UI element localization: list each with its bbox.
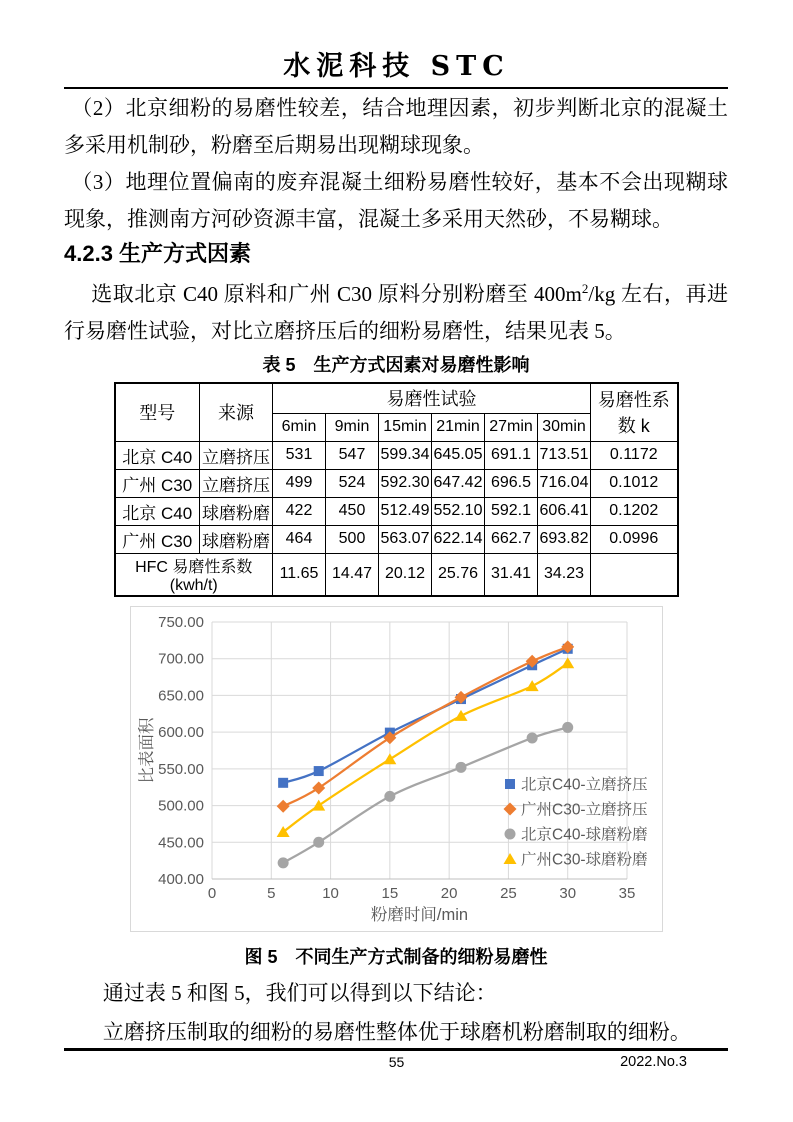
cell-value: 563.07 xyxy=(379,525,432,553)
table-row xyxy=(115,441,678,469)
paragraph-part-post: /kg 左右，再进行易磨性试验，对比立磨挤压后的细粉易磨性，结果见表 5。 xyxy=(64,282,728,343)
cell-k: 0.1202 xyxy=(591,497,678,525)
data-point-circle xyxy=(277,857,288,868)
legend-marker-square xyxy=(505,779,515,789)
cell-value: 647.42 xyxy=(432,469,485,497)
table-row xyxy=(115,469,678,497)
x-tick-label: 15 xyxy=(381,884,398,902)
cell-source: 球磨粉磨 xyxy=(200,525,273,553)
paragraph-part-pre: 选取北京 C40 原料和广州 C30 原料分别粉磨至 400m xyxy=(91,282,582,306)
cell-k: 0.1172 xyxy=(591,441,678,469)
cell-source: 立磨挤压 xyxy=(200,469,273,497)
x-tick-label: 30 xyxy=(558,884,576,902)
cell-value: 622.14 xyxy=(432,525,485,553)
cell-value: 450 xyxy=(326,497,379,525)
grindability-table xyxy=(114,382,679,597)
legend-marker-circle xyxy=(504,828,515,839)
cell-hfc-label: HFC 易磨性系数(kwh/t) xyxy=(115,553,273,596)
y-axis-title: 比表面积 xyxy=(137,717,156,783)
journal-title: 水泥科技 STC xyxy=(283,51,510,82)
cell-value: 547 xyxy=(326,441,379,469)
cell-source: 球磨粉磨 xyxy=(200,497,273,525)
cell-model: 北京 C40 xyxy=(115,497,200,525)
cell-k: 0.1012 xyxy=(591,469,678,497)
y-tick-label: 400.00 xyxy=(157,870,204,888)
legend-label: 北京C40-球磨粉磨 xyxy=(520,826,648,843)
cell-value: 14.47 xyxy=(326,553,379,596)
data-point-square xyxy=(278,777,288,787)
cell-value: 552.10 xyxy=(432,497,485,525)
cell-value: 531 xyxy=(273,441,326,469)
x-tick-label: 35 xyxy=(618,884,635,902)
cell-value: 606.41 xyxy=(538,497,591,525)
figure-caption: 图 5 不同生产方式制备的细粉易磨性 xyxy=(244,946,548,967)
cell-value: 34.23 xyxy=(538,553,591,596)
cell-model: 广州 C30 xyxy=(115,525,200,553)
page-number: 55 xyxy=(388,1054,405,1070)
col-header-9min: 9min xyxy=(326,413,379,441)
table-row xyxy=(115,497,678,525)
x-tick-label: 10 xyxy=(321,884,339,902)
col-header-source: 来源 xyxy=(200,383,273,441)
cell-value: 662.7 xyxy=(485,525,538,553)
table-caption: 表 5 生产方式因素对易磨性影响 xyxy=(262,355,530,375)
table-row xyxy=(115,525,678,553)
col-header-27min: 27min xyxy=(485,413,538,441)
cell-value: 713.51 xyxy=(538,441,591,469)
table-row-hfc xyxy=(115,553,678,596)
x-tick-label: 5 xyxy=(266,884,275,902)
grindability-chart xyxy=(130,606,663,932)
col-header-test: 易磨性试验 xyxy=(273,383,591,413)
cell-value: 592.1 xyxy=(485,497,538,525)
cell-k-empty xyxy=(591,553,678,596)
cell-k: 0.0996 xyxy=(591,525,678,553)
cell-value: 512.49 xyxy=(379,497,432,525)
superscript-2: 2 xyxy=(581,281,589,296)
paragraph-beijing-fine-powder: （2）北京细粉的易磨性较差，结合地理因素，初步判断北京的混凝土多采用机制砂，粉磨至后期易出现糊球现象。 xyxy=(64,96,728,157)
y-tick-label: 500.00 xyxy=(157,797,204,815)
col-header-15min: 15min xyxy=(379,413,432,441)
cell-value: 645.05 xyxy=(432,441,485,469)
y-tick-label: 600.00 xyxy=(157,723,204,741)
x-tick-label: 0 xyxy=(207,884,216,902)
x-axis-title: 粉磨时间/min xyxy=(370,905,468,924)
cell-value: 422 xyxy=(273,497,326,525)
cell-value: 500 xyxy=(326,525,379,553)
cell-source: 立磨挤压 xyxy=(200,441,273,469)
cell-value: 696.5 xyxy=(485,469,538,497)
section-heading: 4.2.3 生产方式因素 xyxy=(64,241,252,266)
data-point-circle xyxy=(526,732,537,743)
cell-value: 599.34 xyxy=(379,441,432,469)
conclusion-intro: 通过表 5 和图 5，我们可以得到以下结论： xyxy=(102,980,497,1005)
cell-value: 464 xyxy=(273,525,326,553)
footer-divider xyxy=(64,1048,728,1051)
page-content xyxy=(64,90,728,1052)
cell-value: 693.82 xyxy=(538,525,591,553)
conclusion-line-1: 立磨挤压制取的细粉的易磨性整体优于球磨机粉磨制取的细粉。 xyxy=(102,1019,691,1044)
y-tick-label: 750.00 xyxy=(157,613,204,631)
figure-chart xyxy=(130,606,663,937)
x-tick-label: 25 xyxy=(499,884,517,902)
data-point-circle xyxy=(313,836,324,847)
col-header-model: 型号 xyxy=(115,383,200,441)
col-header-k: 易磨性系数 k xyxy=(591,383,678,441)
cell-model: 北京 C40 xyxy=(115,441,200,469)
y-tick-label: 450.00 xyxy=(157,833,204,851)
cell-value: 25.76 xyxy=(432,553,485,596)
legend-label: 广州C30-立磨挤压 xyxy=(520,801,648,818)
cell-value: 691.1 xyxy=(485,441,538,469)
data-point-square xyxy=(313,766,323,776)
cell-value: 592.30 xyxy=(379,469,432,497)
conclusion-block xyxy=(64,974,728,1052)
cell-value: 31.41 xyxy=(485,553,538,596)
x-tick-label: 20 xyxy=(440,884,457,902)
legend-label: 广州C30-球磨粉磨 xyxy=(520,851,648,868)
col-header-21min: 21min xyxy=(432,413,485,441)
cell-value: 499 xyxy=(273,469,326,497)
data-point-circle xyxy=(455,761,466,772)
paragraph-southern-concrete: （3）地理位置偏南的废弃混凝土细粉易磨性较好，基本不会出现糊球现象，推测南方河砂资源丰富，混凝土多采用天然砂，不易糊球。 xyxy=(64,170,728,231)
issue-number: 2022.No.3 xyxy=(620,1054,687,1070)
data-point-circle xyxy=(562,721,573,732)
col-header-6min: 6min xyxy=(273,413,326,441)
y-tick-label: 650.00 xyxy=(157,686,204,704)
paragraph-experiment-setup xyxy=(64,270,728,350)
cell-value: 716.04 xyxy=(538,469,591,497)
y-tick-label: 550.00 xyxy=(157,760,204,778)
y-tick-label: 700.00 xyxy=(157,650,204,668)
cell-model: 广州 C30 xyxy=(115,469,200,497)
header-divider xyxy=(64,87,728,89)
col-header-30min: 30min xyxy=(538,413,591,441)
cell-value: 11.65 xyxy=(273,553,326,596)
legend-label: 北京C40-立磨挤压 xyxy=(520,776,648,793)
data-point-circle xyxy=(384,790,395,801)
cell-value: 20.12 xyxy=(379,553,432,596)
cell-value: 524 xyxy=(326,469,379,497)
